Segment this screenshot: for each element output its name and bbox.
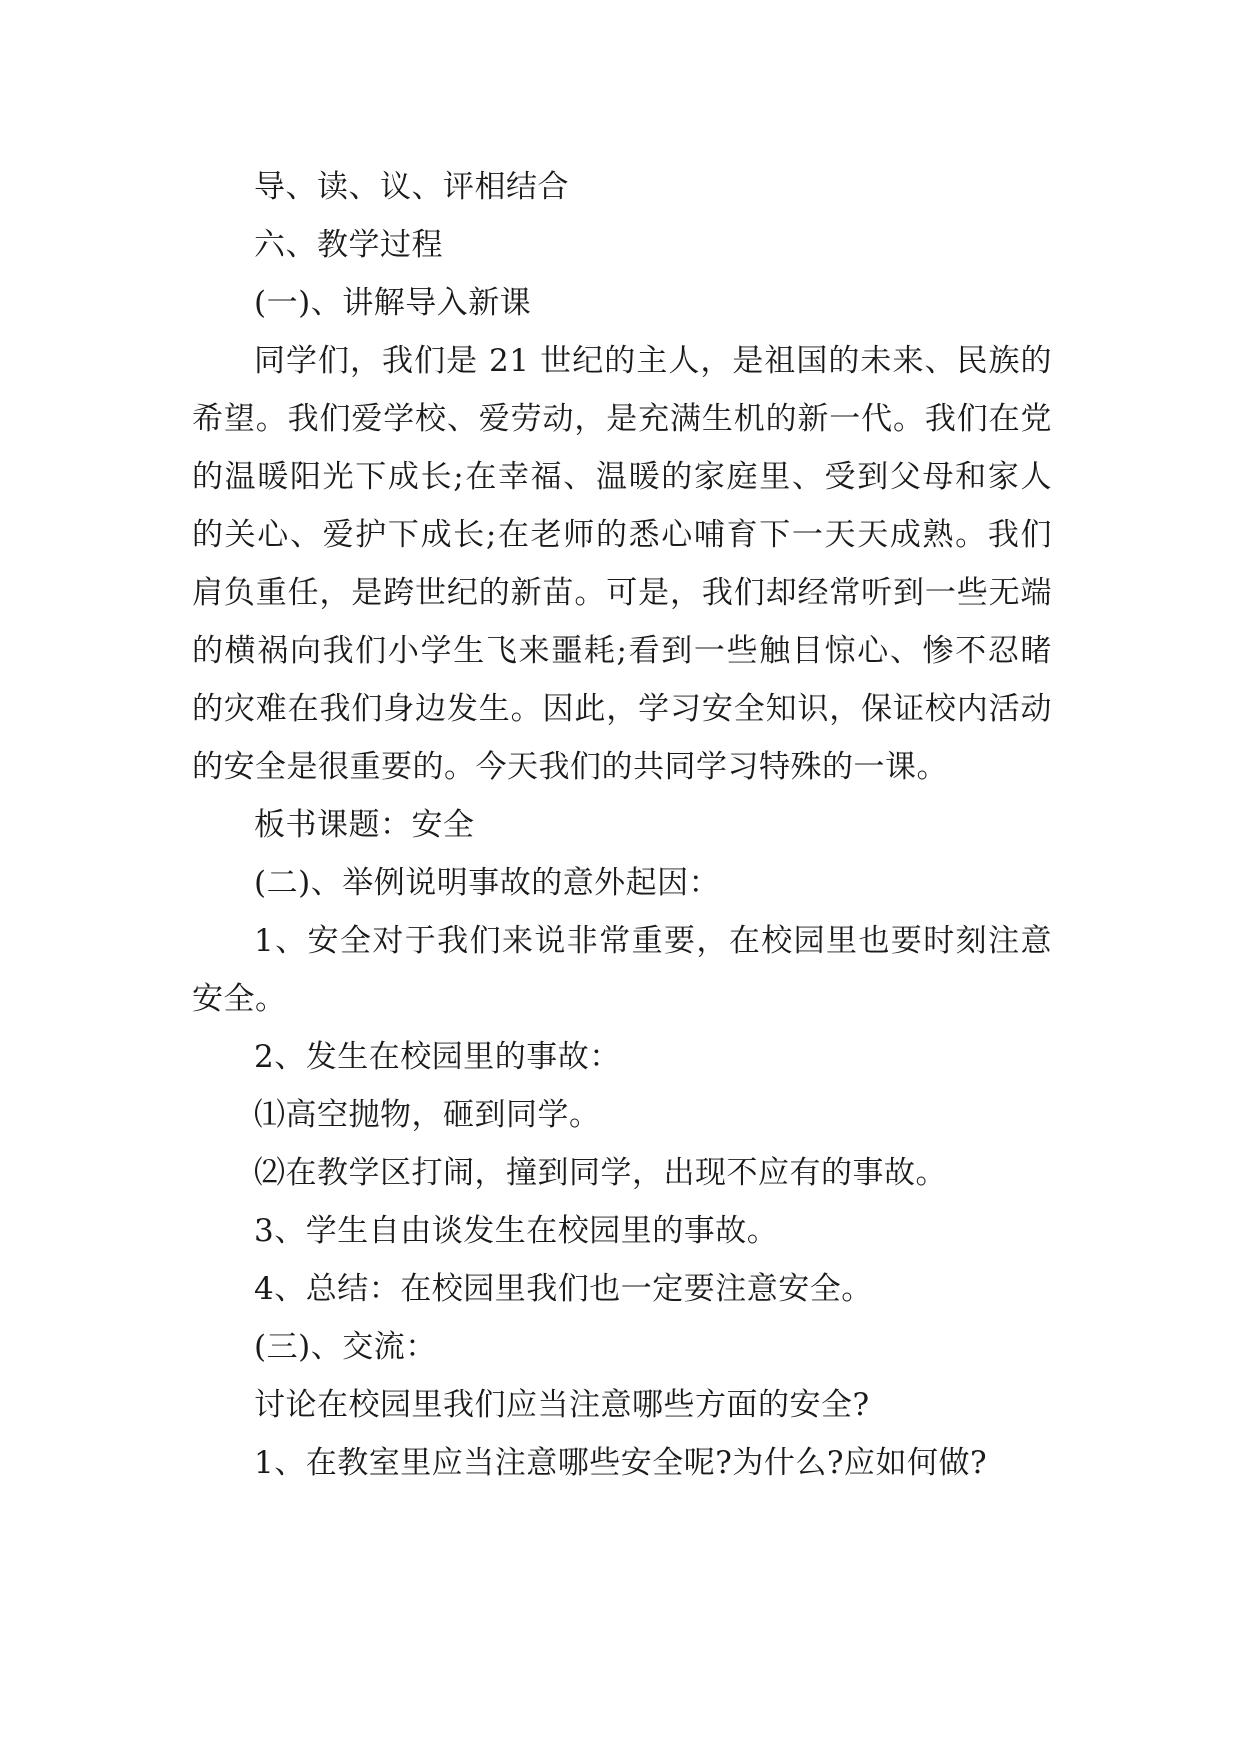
paragraph-discussion: 讨论在校园里我们应当注意哪些方面的安全? <box>254 1387 870 1423</box>
paragraph-board-title: 板书课题：安全 <box>254 807 475 843</box>
list-item-3: 3、学生自由谈发生在校园里的事故。 <box>254 1213 779 1249</box>
list-item-2: 2、发生在校园里的事故： <box>254 1039 621 1075</box>
sub-item-2: ⑵在教学区打闹，撞到同学，出现不应有的事故。 <box>254 1155 947 1191</box>
list-item-4: 4、总结：在校园里我们也一定要注意安全。 <box>254 1271 873 1307</box>
list-item-1: 1、安全对于我们来说非常重要，在校园里也要时刻注意安全。 <box>192 923 1052 1017</box>
sub-item-1: ⑴高空抛物，砸到同学。 <box>254 1097 601 1133</box>
heading-section-2: (二)、举例说明事故的意外起因： <box>254 865 721 901</box>
heading-teaching-process: 六、教学过程 <box>254 227 443 263</box>
heading-section-1: (一)、讲解导入新课 <box>254 285 532 321</box>
heading-section-3: (三)、交流： <box>254 1329 437 1365</box>
document-body <box>192 158 1052 1492</box>
paragraph-intro: 同学们，我们是 21 世纪的主人，是祖国的未来、民族的希望。我们爱学校、爱劳动，是充满生机的新一代。我们在党的温暖阳光下成长;在幸福、温暖的家庭里、受到父母和家人的关心、爱护下成长;在老师的悉心哺育下一天天成熟。我们肩负重任，是跨世纪的新苗。可是，我们却经常听到一些无端的横祸向我们小学生飞来噩耗;看到一些触目惊心、惨不忍睹的灾难在我们身边发生。因此，学习安全知识，保证校内活动的安全是很重要的。今天我们的共同学习特殊的一课。 <box>192 343 1052 785</box>
paragraph-method: 导、读、议、评相结合 <box>254 169 569 205</box>
list-item-classroom: 1、在教室里应当注意哪些安全呢?为什么?应如何做? <box>254 1445 988 1481</box>
